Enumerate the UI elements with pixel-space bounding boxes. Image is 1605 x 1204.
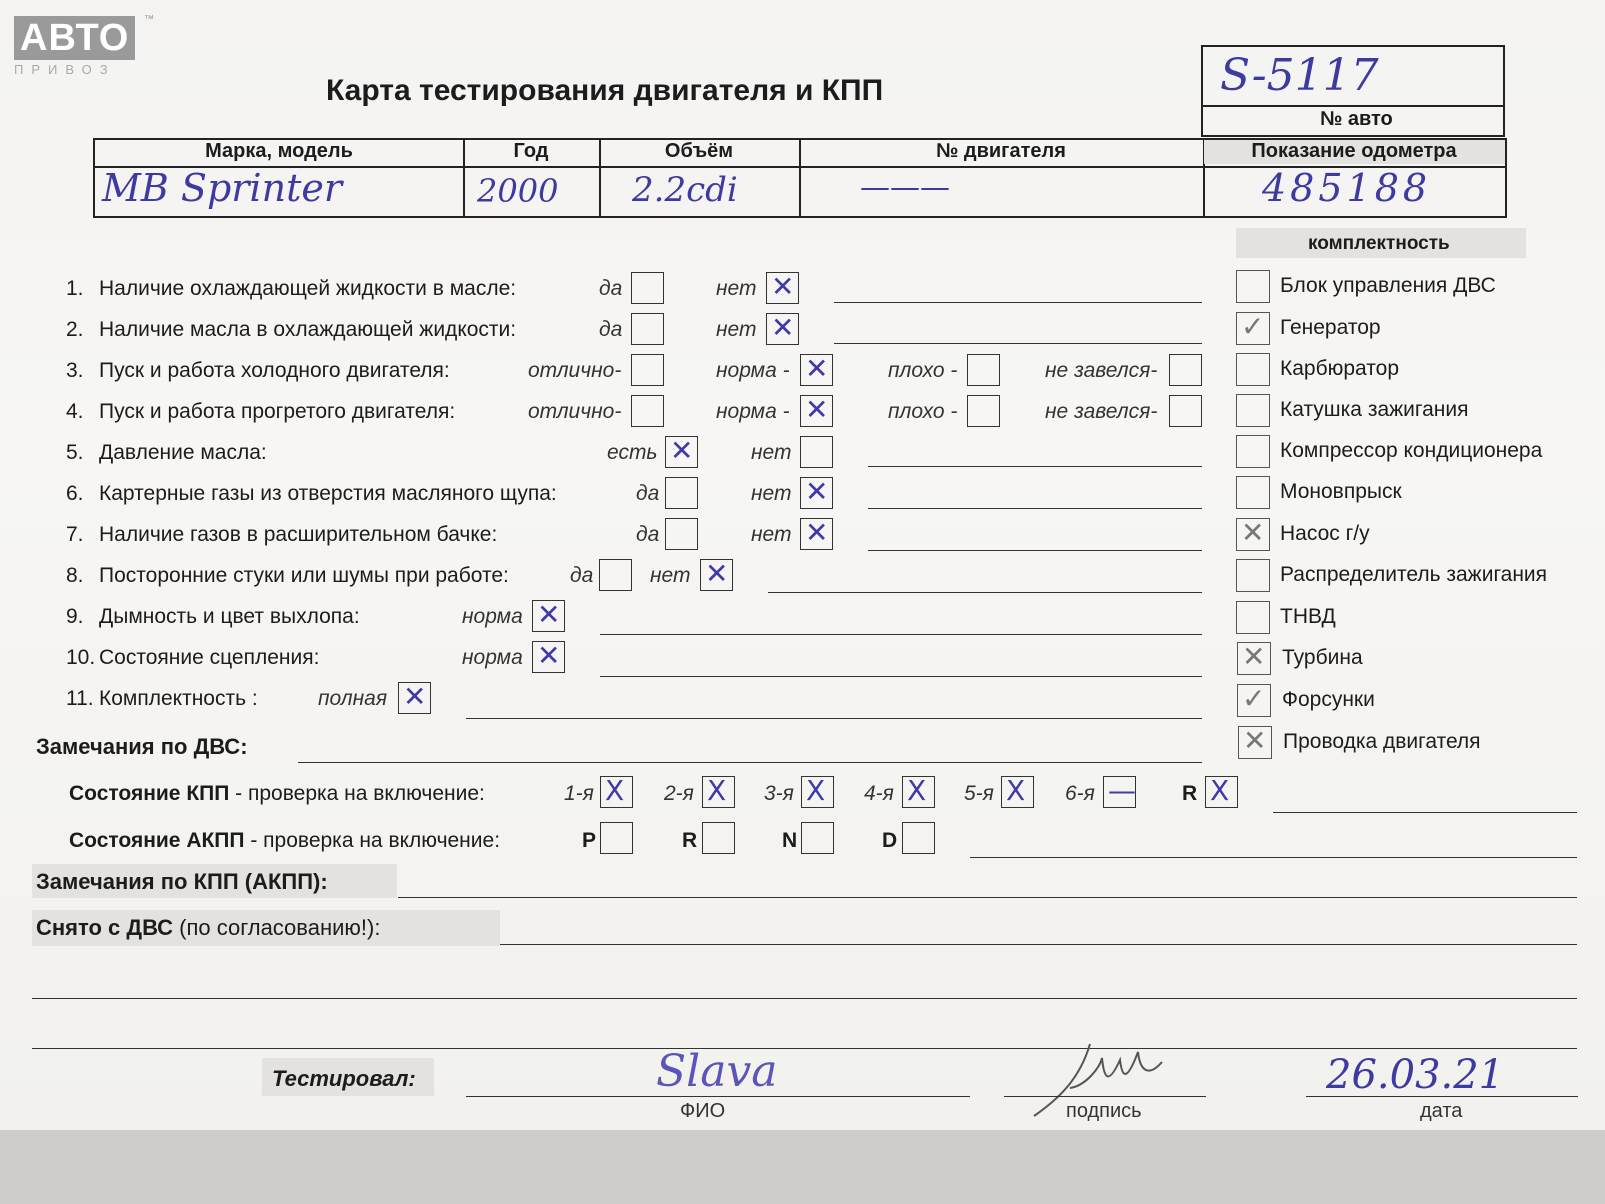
option-label: да xyxy=(599,318,623,341)
akpp-label-rest: - проверка на включение: xyxy=(244,829,501,852)
akpp-label-bold: Состояние АКПП xyxy=(69,829,245,852)
item-number: 1. xyxy=(66,277,84,300)
car-number-label: № авто xyxy=(1320,108,1393,130)
item-text: Давление масла: xyxy=(99,441,267,464)
car-number-value: S-5117 xyxy=(1220,50,1379,101)
item-text: Дымность и цвет выхлопа: xyxy=(99,605,360,628)
kit-item-label: Генератор xyxy=(1280,316,1381,339)
checkbox[interactable] xyxy=(665,477,698,509)
option-label: нет xyxy=(751,441,792,464)
cell-year: 2000 xyxy=(477,172,559,210)
cell-volume: 2.2cdi xyxy=(632,170,738,210)
removed-label xyxy=(36,915,380,941)
item-text: Пуск и работа холодного двигателя: xyxy=(99,359,450,382)
checkbox-checked[interactable] xyxy=(766,272,799,304)
col-header-model: Марка, модель xyxy=(205,140,353,162)
item-number: 9. xyxy=(66,605,84,628)
item-number: 7. xyxy=(66,523,84,546)
option-label: норма - xyxy=(716,359,790,382)
form-title: Карта тестирования двигателя и КПП xyxy=(326,74,884,107)
check-mark: ✕ xyxy=(403,680,427,713)
option-label: не завелся- xyxy=(1045,400,1158,423)
kit-checkbox[interactable] xyxy=(1236,476,1270,509)
checkbox[interactable] xyxy=(665,518,698,550)
checkbox-checked[interactable] xyxy=(800,518,833,550)
logo-tm: ™ xyxy=(144,14,154,25)
gear-label: R xyxy=(1182,782,1198,805)
option-label: нет xyxy=(716,277,757,300)
check-mark: ✕ xyxy=(670,434,694,467)
col-header-engine-no: № двигателя xyxy=(936,140,1066,162)
gear-label: 4-я xyxy=(864,782,894,805)
item-text: Наличие газов в расширительном бачке: xyxy=(99,523,498,546)
kit-item-label: Катушка зажигания xyxy=(1280,398,1469,421)
kit-checkbox-checked[interactable] xyxy=(1236,518,1270,551)
kit-checkbox[interactable] xyxy=(1236,270,1270,303)
akpp-checkbox[interactable] xyxy=(801,822,834,854)
col-header-year: Год xyxy=(513,140,549,162)
gear-checkbox[interactable] xyxy=(1103,776,1136,808)
item-number: 5. xyxy=(66,441,84,464)
item-number: 6. xyxy=(66,482,84,505)
option-label: нет xyxy=(751,523,792,546)
kpp-remarks-line[interactable] xyxy=(398,897,1577,898)
check-mark: ✕ xyxy=(805,516,829,549)
checkbox[interactable] xyxy=(631,354,664,386)
item-text: Наличие масла в охлаждающей жидкости: xyxy=(99,318,517,341)
option-label: нет xyxy=(751,482,792,505)
kpp-label-rest: - проверка на включение: xyxy=(229,782,485,805)
gear-checkbox[interactable] xyxy=(1001,776,1034,808)
checkbox[interactable] xyxy=(631,272,664,304)
check-mark: ✕ xyxy=(1242,640,1266,673)
check-mark: ✕ xyxy=(805,352,829,385)
gear-label: 1-я xyxy=(564,782,594,805)
kit-item-label: Турбина xyxy=(1282,646,1363,669)
check-mark: ✕ xyxy=(1241,516,1265,549)
gear-label: 3-я xyxy=(764,782,794,805)
check-mark: ✓ xyxy=(1241,310,1265,343)
check-mark: X xyxy=(1210,774,1230,807)
check-mark: ✕ xyxy=(771,270,795,303)
gear-checkbox[interactable] xyxy=(801,776,834,808)
checkbox-checked[interactable] xyxy=(398,682,431,714)
checkbox-checked[interactable] xyxy=(766,313,799,345)
checkbox[interactable] xyxy=(1169,354,1202,386)
option-label: отлично- xyxy=(528,359,622,382)
checkbox[interactable] xyxy=(631,313,664,345)
item-number: 10. xyxy=(66,646,96,669)
check-mark: ✕ xyxy=(805,393,829,426)
kit-checkbox-checked[interactable] xyxy=(1237,684,1271,717)
kit-checkbox[interactable] xyxy=(1236,559,1270,592)
option-label: плохо - xyxy=(888,359,958,382)
option-label: отлично- xyxy=(528,400,622,423)
name-caption: ФИО xyxy=(680,1100,726,1122)
gear-checkbox[interactable] xyxy=(600,776,633,808)
item-text: Пуск и работа прогретого двигателя: xyxy=(99,400,456,423)
akpp-gear-label: R xyxy=(682,829,698,852)
cell-odometer: 485188 xyxy=(1262,166,1432,210)
kit-item-label: ТНВД xyxy=(1280,605,1336,628)
test-date: 26.03.21 xyxy=(1326,1052,1505,1098)
gear-label: 5-я xyxy=(964,782,994,805)
option-label: да xyxy=(599,277,623,300)
kit-title: комплектность xyxy=(1308,233,1450,254)
logo-main: АВТО xyxy=(14,16,135,60)
checkbox[interactable] xyxy=(800,436,833,468)
checkbox-checked[interactable] xyxy=(665,436,698,468)
kpp-remarks-label: Замечания по КПП (АКПП): xyxy=(36,869,328,894)
akpp-checkbox[interactable] xyxy=(702,822,735,854)
option-label: норма - xyxy=(716,400,790,423)
tested-label: Тестировал: xyxy=(272,1066,416,1091)
option-label: да xyxy=(636,482,660,505)
item-text: Картерные газы из отверстия масляного щупа: xyxy=(99,482,557,505)
kpp-label-bold: Состояние КПП xyxy=(69,782,230,805)
item-number: 8. xyxy=(66,564,84,587)
col-header-odometer: Показание одометра xyxy=(1251,140,1457,162)
kit-item-label: Насос г/у xyxy=(1280,522,1370,545)
kit-item-label: Проводка двигателя xyxy=(1283,730,1481,753)
checkbox-checked[interactable] xyxy=(532,641,565,673)
option-label: норма xyxy=(462,646,523,669)
checkbox[interactable] xyxy=(967,395,1000,427)
kit-item-label: Моновпрыск xyxy=(1280,480,1402,503)
item-number: 2. xyxy=(66,318,84,341)
checkbox-checked[interactable] xyxy=(800,477,833,509)
check-mark: X xyxy=(707,774,727,807)
gear-checkbox[interactable] xyxy=(1205,776,1238,808)
blank-line[interactable] xyxy=(32,1048,1577,1049)
kit-checkbox-checked[interactable] xyxy=(1236,312,1270,345)
kit-item-label: Карбюратор xyxy=(1280,357,1400,380)
removed-label-bold: Снято с ДВС xyxy=(36,915,174,940)
akpp-label xyxy=(69,829,500,853)
option-label: нет xyxy=(716,318,757,341)
check-mark: ✕ xyxy=(537,639,561,672)
check-mark: ✕ xyxy=(805,475,829,508)
item-text: Посторонние стуки или шумы при работе: xyxy=(99,564,509,587)
kit-item-label: Форсунки xyxy=(1282,688,1375,711)
check-mark: ✕ xyxy=(705,557,729,590)
option-label: да xyxy=(636,523,660,546)
logo xyxy=(14,16,135,77)
gear-label: 6-я xyxy=(1065,782,1095,805)
option-label: да xyxy=(570,564,594,587)
cell-model: MB Sprinter xyxy=(102,166,342,210)
removed-line[interactable] xyxy=(500,944,1577,945)
date-caption: дата xyxy=(1420,1100,1463,1122)
check-mark: X xyxy=(1006,774,1026,807)
kit-item-label: Блок управления ДВС xyxy=(1280,274,1496,297)
akpp-checkbox[interactable] xyxy=(902,822,935,854)
akpp-gear-label: N xyxy=(782,829,798,852)
checkbox-checked[interactable] xyxy=(800,354,833,386)
checkbox-checked[interactable] xyxy=(532,600,565,632)
tester-name: Slava xyxy=(656,1046,778,1097)
kit-checkbox[interactable] xyxy=(1236,353,1270,386)
checkbox[interactable] xyxy=(1169,395,1202,427)
kit-checkbox[interactable] xyxy=(1236,601,1270,634)
kit-item-label: Компрессор кондиционера xyxy=(1280,439,1543,462)
kit-checkbox[interactable] xyxy=(1236,435,1270,468)
check-mark: X xyxy=(806,774,826,807)
checkbox[interactable] xyxy=(631,395,664,427)
option-label: норма xyxy=(462,605,523,628)
item-number: 4. xyxy=(66,400,84,423)
option-label: не завелся- xyxy=(1045,359,1158,382)
checkbox-checked[interactable] xyxy=(700,559,733,591)
item-text: Наличие охлаждающей жидкости в масле: xyxy=(99,277,517,300)
col-header-volume: Объём xyxy=(664,140,734,162)
check-mark: ✓ xyxy=(1242,682,1266,715)
item-text: Состояние сцепления: xyxy=(99,646,320,669)
option-label: есть xyxy=(607,441,658,464)
blank-line[interactable] xyxy=(32,998,1577,999)
logo-sub: ПРИВОЗ xyxy=(14,62,116,77)
checkbox[interactable] xyxy=(599,559,632,591)
dvs-remarks-label: Замечания по ДВС: xyxy=(36,734,248,759)
kit-item-label: Распределитель зажигания xyxy=(1280,563,1548,586)
option-label: плохо - xyxy=(888,400,958,423)
kpp-label xyxy=(69,782,485,806)
item-text: Комплектность : xyxy=(99,687,258,710)
akpp-gear-label: P xyxy=(582,829,597,852)
kit-checkbox-checked[interactable] xyxy=(1237,642,1271,675)
item-number: 11. xyxy=(66,687,94,710)
check-mark: ✕ xyxy=(1243,724,1267,757)
check-mark: X xyxy=(907,774,927,807)
akpp-checkbox[interactable] xyxy=(600,822,633,854)
gear-checkbox[interactable] xyxy=(902,776,935,808)
checkbox[interactable] xyxy=(967,354,1000,386)
checkbox-checked[interactable] xyxy=(800,395,833,427)
signature-caption: подпись xyxy=(1066,1100,1142,1122)
gear-checkbox[interactable] xyxy=(702,776,735,808)
check-mark: ✕ xyxy=(771,311,795,344)
check-mark: ✕ xyxy=(537,598,561,631)
cell-engine-no: ——— xyxy=(860,170,950,205)
kit-checkbox-checked[interactable] xyxy=(1238,726,1272,759)
dvs-remarks-line[interactable] xyxy=(298,762,1202,763)
option-label: полная xyxy=(318,687,388,710)
item-number: 3. xyxy=(66,359,84,382)
akpp-gear-label: D xyxy=(882,829,898,852)
check-mark: X xyxy=(605,774,625,807)
removed-label-rest: (по согласованию!): xyxy=(173,915,381,940)
option-label: нет xyxy=(650,564,691,587)
gear-label: 2-я xyxy=(664,782,694,805)
check-mark: — xyxy=(1108,774,1136,807)
kit-checkbox[interactable] xyxy=(1236,394,1270,427)
